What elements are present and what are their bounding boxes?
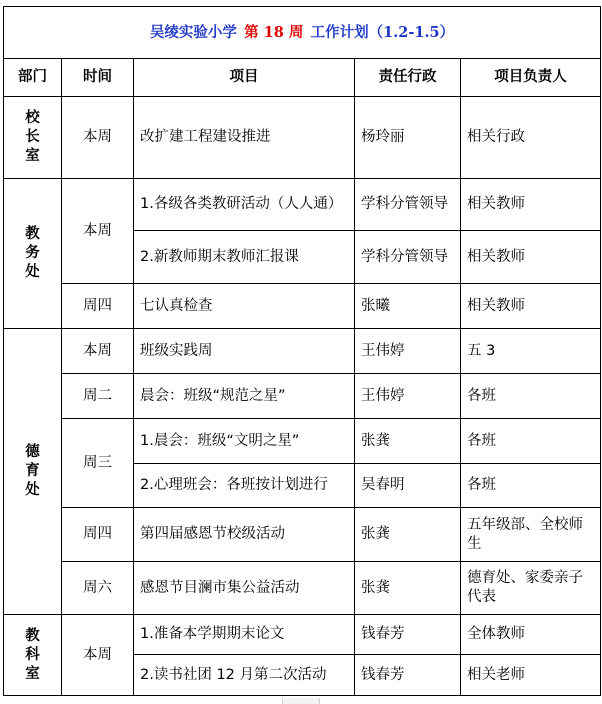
table-row <box>4 97 601 179</box>
admin-cell: 张龚 <box>355 419 461 464</box>
header-owner: 项目负责人 <box>461 59 601 97</box>
admin-cell: 钱春芳 <box>355 615 461 655</box>
table-row <box>4 419 601 464</box>
owner-cell: 全体教师 <box>461 615 601 655</box>
time-cell: 周二 <box>62 374 134 419</box>
header-item: 项目 <box>134 59 355 97</box>
owner-cell: 五年级部、全校师生 <box>461 508 601 562</box>
admin-cell: 吴春明 <box>355 464 461 508</box>
item-cell: 2.新教师期末教师汇报课 <box>134 231 355 284</box>
table-row <box>4 179 601 231</box>
owner-cell: 相关教师 <box>461 284 601 329</box>
item-cell: 1.各级各类教研活动（人人通） <box>134 179 355 231</box>
item-cell: 晨会：班级“规范之星” <box>134 374 355 419</box>
owner-cell: 德育处、家委亲子代表 <box>461 562 601 615</box>
admin-cell: 钱春芳 <box>355 655 461 696</box>
title-week: 第 18 周 <box>244 24 304 41</box>
time-cell: 本周 <box>62 329 134 374</box>
table-row <box>4 615 601 655</box>
header-admin: 责任行政 <box>355 59 461 97</box>
admin-cell: 王伟婷 <box>355 329 461 374</box>
admin-cell: 张龚 <box>355 508 461 562</box>
item-cell: 2.读书社团 12 月第二次活动 <box>134 655 355 696</box>
title-plan: 工作计划（1.2-1.5） <box>310 24 455 41</box>
time-cell: 本周 <box>62 615 134 696</box>
table-row <box>4 562 601 615</box>
header-dept: 部门 <box>4 59 62 97</box>
admin-cell: 张龚 <box>355 562 461 615</box>
dept-academic: 教务处 <box>4 179 62 329</box>
dept-principal: 校长室 <box>4 97 62 179</box>
item-cell: 2.心理班会：各班按计划进行 <box>134 464 355 508</box>
title-row <box>4 7 601 59</box>
title-school: 吴绫实验小学 <box>149 24 237 41</box>
item-cell: 第四届感恩节校级活动 <box>134 508 355 562</box>
time-cell: 本周 <box>62 179 134 284</box>
admin-cell: 杨玲丽 <box>355 97 461 179</box>
item-cell: 班级实践周 <box>134 329 355 374</box>
owner-cell: 各班 <box>461 419 601 464</box>
header-row <box>4 59 601 97</box>
admin-cell: 学科分管领导 <box>355 231 461 284</box>
owner-cell: 各班 <box>461 464 601 508</box>
time-cell: 周四 <box>62 508 134 562</box>
table-row <box>4 374 601 419</box>
item-cell: 感恩节目澜市集公益活动 <box>134 562 355 615</box>
owner-cell: 相关老师 <box>461 655 601 696</box>
item-cell: 七认真检查 <box>134 284 355 329</box>
table-row <box>4 508 601 562</box>
page-edge-marker <box>282 698 320 704</box>
item-cell: 改扩建工程建设推进 <box>134 97 355 179</box>
document-title <box>4 7 601 59</box>
owner-cell: 五 3 <box>461 329 601 374</box>
owner-cell: 相关教师 <box>461 231 601 284</box>
dept-research: 教科室 <box>4 615 62 696</box>
admin-cell: 学科分管领导 <box>355 179 461 231</box>
table-row <box>4 284 601 329</box>
work-plan-table <box>3 6 601 696</box>
item-cell: 1.晨会：班级“文明之星” <box>134 419 355 464</box>
owner-cell: 相关教师 <box>461 179 601 231</box>
admin-cell: 王伟婷 <box>355 374 461 419</box>
admin-cell: 张曦 <box>355 284 461 329</box>
owner-cell: 各班 <box>461 374 601 419</box>
time-cell: 周四 <box>62 284 134 329</box>
header-time: 时间 <box>62 59 134 97</box>
time-cell: 周六 <box>62 562 134 615</box>
time-cell: 周三 <box>62 419 134 508</box>
dept-moral: 德育处 <box>4 329 62 615</box>
time-cell: 本周 <box>62 97 134 179</box>
owner-cell: 相关行政 <box>461 97 601 179</box>
table-row <box>4 329 601 374</box>
item-cell: 1.准备本学期期末论文 <box>134 615 355 655</box>
